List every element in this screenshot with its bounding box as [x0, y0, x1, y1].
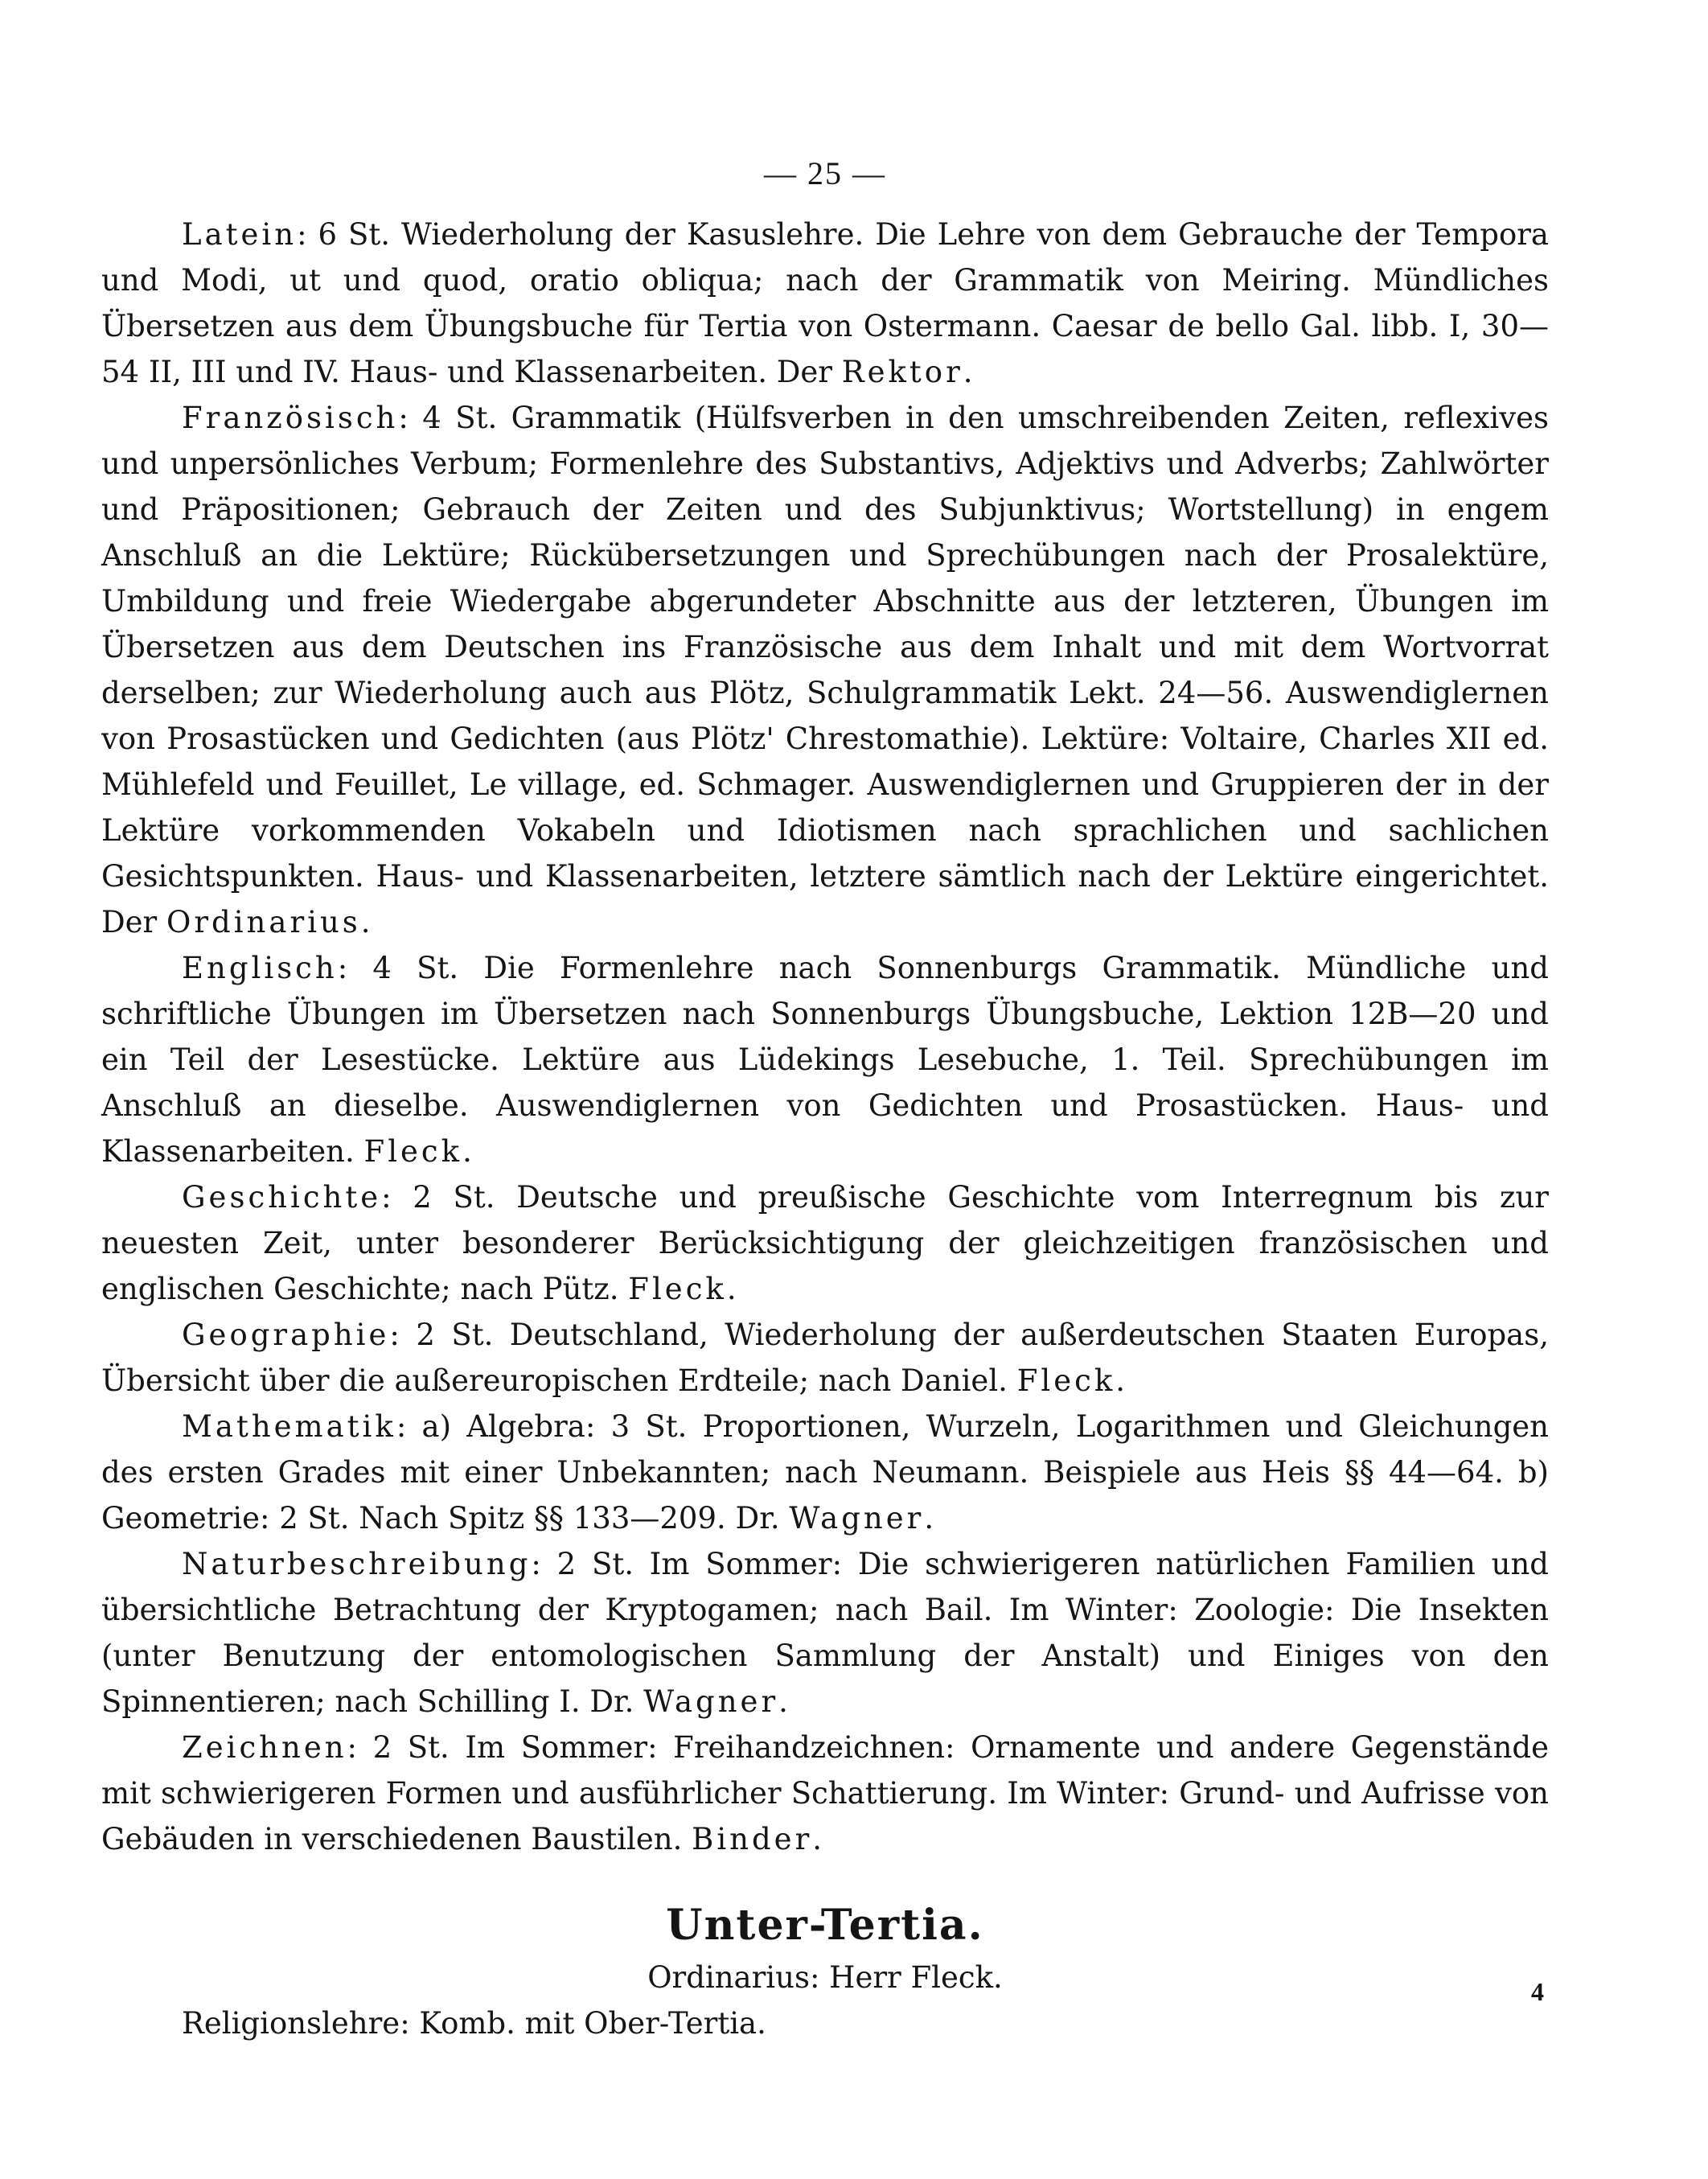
- subject-heading: Englisch: [182, 951, 338, 985]
- paragraph-text: : 4 St. Die Formenlehre nach Sonnenburgs Grammatik. Mündliche und schriftliche Übungen im Übersetzen nach Sonnenburgs Übungsbuche, Lektion 12B—20 und ein Teil der Lesestücke. Lektüre aus Lüdekings Lesebuche, 1. Teil. Sprechübungen im Anschluß an dieselbe. Auswendiglernen von Gedichten und Prosastücken. Haus- und Klassenarbeiten.: [101, 951, 1549, 1169]
- paragraph-text: : Komb. mit Ober-Tertia.: [400, 2006, 766, 2041]
- teacher-name: Fleck: [363, 1134, 463, 1169]
- page-content: [101, 154, 1549, 2046]
- paragraph-text: : a) Algebra: 3 St. Proportionen, Wurzeln, Logarithmen und Gleichungen des ersten Grades mit einer Unbekannten; nach Neumann. Beispiele aus Heis §§ 44—64. b) Geometrie: 2 St. Nach Spitz §§ 133—209. Dr.: [101, 1409, 1549, 1536]
- paragraph-end: .: [812, 1822, 823, 1856]
- subject-heading: Französisch: [182, 401, 399, 435]
- paragraph-end: .: [924, 1501, 934, 1536]
- paragraph-end: .: [963, 355, 973, 389]
- paragraph-englisch: [101, 945, 1549, 1174]
- paragraph-end: .: [360, 905, 371, 939]
- teacher-name: Fleck: [1016, 1363, 1116, 1398]
- paragraph-franzoesisch: [101, 395, 1549, 945]
- paragraph-text: : 4 St. Grammatik (Hülfsverben in den umschreibenden Zeiten, reflexives und unpersönliches Verbum; Formenlehre des Substantivs, Adjektivs und Adverbs; Zahlwörter und Präpositionen; Gebrauch der Zeiten und des Subjunktivus; Wortstellung) in engem Anschluß an die Lektüre; Rückübersetzungen und Sprechübungen nach der Prosalektüre, Umbildung und freie Wiedergabe abgerundeter Abschnitte aus der letzteren, Übungen im Übersetzen aus dem Deutschen ins Französische aus dem Inhalt und mit dem Wortvorrat derselben; zur Wiederholung auch aus Plötz, Schulgrammatik Lekt. 24—56. Auswendiglernen von Prosastücken und Gedichten (aus Plötz' Chrestomathie). Lektüre: Voltaire, Charles XII ed. Mühlefeld und Feuillet, Le village, ed. Schmager. Auswendiglernen und Gruppieren der in der Lektüre vorkommenden Vokabeln und Idiotismen nach sprachlichen und sachlichen Gesichtspunkten. Haus- und Klassenarbeiten, letztere sämtlich nach der Lektüre eingerichtet. Der: [101, 401, 1549, 939]
- teacher-name: Ordinarius: [166, 905, 361, 939]
- paragraph-latein: [101, 212, 1549, 395]
- subject-heading: Zeichnen: [182, 1730, 347, 1765]
- paragraph-text: : 2 St. Deutschland, Wiederholung der außerdeutschen Staaten Europas, Übersicht über die außereuropischen Erdteile; nach Daniel.: [101, 1318, 1549, 1398]
- paragraph-text: : 2 St. Im Sommer: Freihandzeichnen: Ornamente und andere Gegenstände mit schwierigeren Formen und ausführlicher Schattierung. Im Winter: Grund- und Aufrisse von Gebäuden in verschiedenen Baustilen.: [101, 1730, 1549, 1856]
- subject-heading: Religionslehre: [182, 2006, 400, 2041]
- teacher-name: Fleck: [628, 1272, 727, 1306]
- paragraph-text: : 6 St. Wiederholung der Kasuslehre. Die Lehre von dem Gebrauche der Tempora und Modi, ut und quod, oratio obliqua; nach der Grammatik von Meiring. Mündliches Übersetzen aus dem Übungsbuche für Tertia von Ostermann. Caesar de bello Gal. libb. I, 30—54 II, III und IV. Haus- und Klassenarbeiten. Der: [101, 217, 1549, 389]
- teacher-name: Rektor: [841, 355, 963, 389]
- paragraph-geschichte: [101, 1174, 1549, 1312]
- ordinarius-line: Ordinarius: Herr Fleck.: [647, 1960, 1003, 1995]
- paragraph-zeichnen: [101, 1725, 1549, 1862]
- sheet-signature: 4: [1531, 1977, 1544, 2006]
- subject-heading: Naturbeschreibung: [182, 1547, 532, 1581]
- paragraph-end: .: [1115, 1363, 1126, 1398]
- paragraph-religionslehre: [101, 2000, 1549, 2046]
- section-title: Unter-Tertia.: [666, 1901, 984, 1950]
- paragraph-end: .: [462, 1134, 472, 1169]
- subject-heading: Latein: [182, 217, 298, 252]
- subject-list: [101, 212, 1549, 1862]
- page-number: — 25 —: [764, 155, 886, 191]
- subject-heading: Mathematik: [182, 1409, 396, 1444]
- paragraph-mathematik: [101, 1404, 1549, 1541]
- teacher-name: Binder: [692, 1822, 813, 1856]
- subject-heading: Geschichte: [182, 1180, 382, 1215]
- paragraph-end: .: [778, 1684, 788, 1719]
- subject-heading: Geographie: [182, 1318, 390, 1352]
- paragraph-text: : 2 St. Im Sommer: Die schwierigeren natürlichen Familien und übersichtliche Betrachtung der Kryptogamen; nach Bail. Im Winter: Zoologie: Die Insekten (unter Benutzung der entomologischen Sammlung der Anstalt) und Einiges von den Spinnentieren; nach Schilling I. Dr.: [101, 1547, 1549, 1719]
- paragraph-naturbeschreibung: [101, 1541, 1549, 1725]
- paragraph-end: .: [726, 1272, 737, 1306]
- paragraph-text: : 2 St. Deutsche und preußische Geschichte vom Interregnum bis zur neuesten Zeit, unter besonderer Berücksichtigung der gleichzeitigen französischen und englischen Geschichte; nach Pütz.: [101, 1180, 1549, 1306]
- teacher-name: Wagner: [789, 1501, 925, 1536]
- paragraph-geographie: [101, 1312, 1549, 1404]
- teacher-name: Wagner: [643, 1684, 779, 1719]
